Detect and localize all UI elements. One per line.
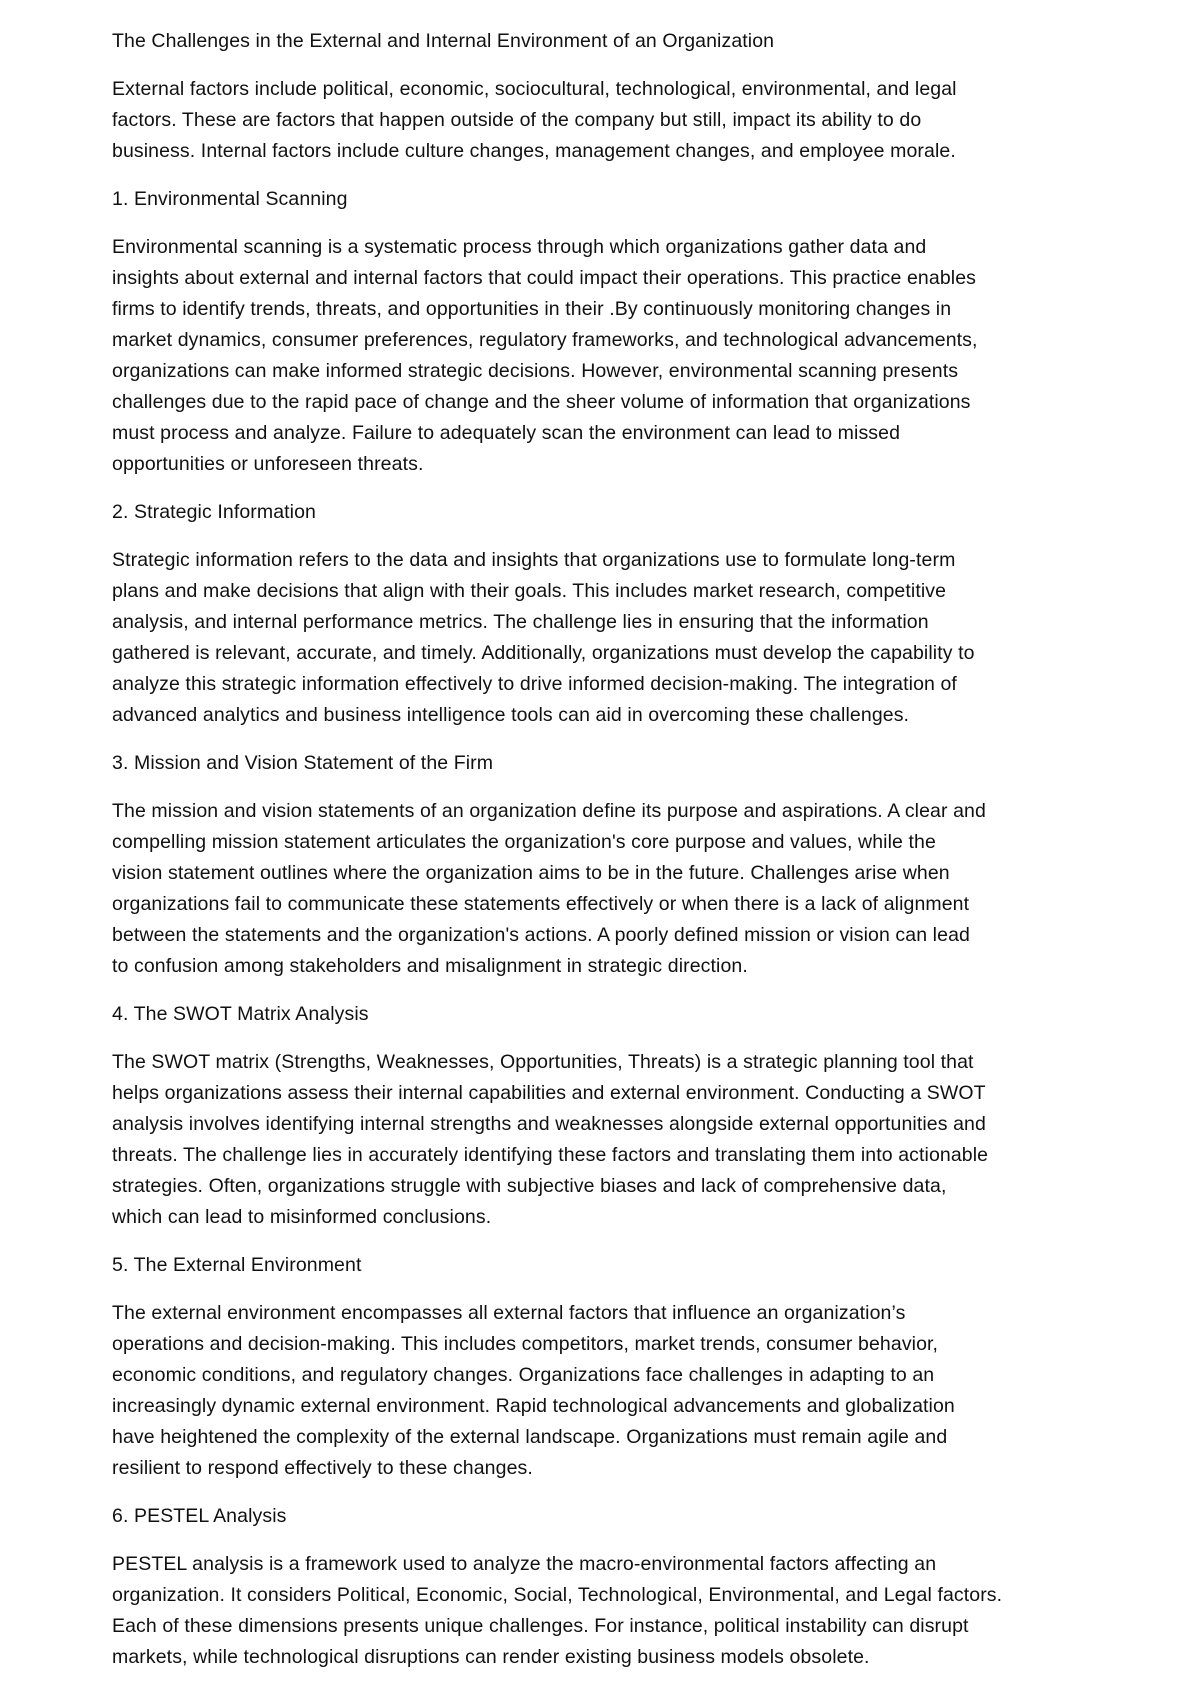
section-heading-environmental-scanning: 1. Environmental Scanning bbox=[112, 188, 348, 210]
section-heading-swot: 4. The SWOT Matrix Analysis bbox=[112, 1003, 369, 1025]
section-paragraph-swot bbox=[112, 1047, 1108, 1233]
document-title: The Challenges in the External and Internal Environment of an Organization bbox=[112, 30, 775, 52]
paragraph-line: Environmental scanning is a systematic process through which organizations gather data and bbox=[112, 236, 927, 258]
paragraph-line: plans and make decisions that align with their goals. This includes market research, competitive bbox=[112, 580, 947, 602]
section-heading-mission-vision: 3. Mission and Vision Statement of the Firm bbox=[112, 752, 494, 774]
paragraph-line: The SWOT matrix (Strengths, Weaknesses, Opportunities, Threats) is a strategic planning tool that bbox=[112, 1051, 974, 1073]
paragraph-line: analysis involves identifying internal strengths and weaknesses alongside external opportunities and bbox=[112, 1113, 986, 1135]
paragraph-line: strategies. Often, organizations struggle with subjective biases and lack of comprehensive data, bbox=[112, 1175, 947, 1197]
section-paragraph-strategic-information bbox=[112, 545, 1108, 731]
paragraph-line: to confusion among stakeholders and misalignment in strategic direction. bbox=[112, 955, 748, 977]
paragraph-line: vision statement outlines where the organization aims to be in the future. Challenges arise when bbox=[112, 862, 950, 884]
paragraph-line: markets, while technological disruptions can render existing business models obsolete. bbox=[112, 1646, 870, 1668]
paragraph-line: operations and decision-making. This includes competitors, market trends, consumer behavior, bbox=[112, 1333, 939, 1355]
paragraph-line: resilient to respond effectively to these changes. bbox=[112, 1457, 533, 1479]
section-heading-external-environment: 5. The External Environment bbox=[112, 1254, 362, 1276]
section-paragraph-environmental-scanning bbox=[112, 232, 1108, 480]
paragraph-line: organizations fail to communicate these statements effectively or when there is a lack of alignment bbox=[112, 893, 970, 915]
intro-paragraph bbox=[112, 74, 1108, 167]
section-paragraph-mission-vision bbox=[112, 796, 1108, 982]
document-page bbox=[112, 26, 1108, 1690]
paragraph-line: advanced analytics and business intelligence tools can aid in overcoming these challenges. bbox=[112, 704, 910, 726]
paragraph-line: analyze this strategic information effectively to drive informed decision-making. The integration of bbox=[112, 673, 957, 695]
paragraph-line: threats. The challenge lies in accurately identifying these factors and translating them into actionable bbox=[112, 1144, 989, 1166]
paragraph-line: firms to identify trends, threats, and opportunities in their .By continuously monitoring changes in bbox=[112, 298, 952, 320]
section-heading-pestel: 6. PESTEL Analysis bbox=[112, 1505, 287, 1527]
paragraph-line: business. Internal factors include culture changes, management changes, and employee morale. bbox=[112, 140, 956, 162]
paragraph-line: analysis, and internal performance metrics. The challenge lies in ensuring that the information bbox=[112, 611, 929, 633]
paragraph-line: have heightened the complexity of the external landscape. Organizations must remain agile and bbox=[112, 1426, 948, 1448]
paragraph-line: factors. These are factors that happen outside of the company but still, impact its ability to do bbox=[112, 109, 922, 131]
paragraph-line: Strategic information refers to the data and insights that organizations use to formulate long-term bbox=[112, 549, 956, 571]
paragraph-line: between the statements and the organization's actions. A poorly defined mission or vision can lead bbox=[112, 924, 970, 946]
section-paragraph-external-environment bbox=[112, 1298, 1108, 1484]
paragraph-line: insights about external and internal factors that could impact their operations. This practice enables bbox=[112, 267, 976, 289]
paragraph-line: PESTEL analysis is a framework used to analyze the macro-environmental factors affecting an bbox=[112, 1553, 937, 1575]
paragraph-line: economic conditions, and regulatory changes. Organizations face challenges in adapting to an bbox=[112, 1364, 935, 1386]
paragraph-line: External factors include political, economic, sociocultural, technological, environmental, and legal bbox=[112, 78, 957, 100]
section-paragraph-pestel bbox=[112, 1549, 1108, 1673]
paragraph-line: helps organizations assess their internal capabilities and external environment. Conducting a SWOT bbox=[112, 1082, 986, 1104]
section-heading-strategic-information: 2. Strategic Information bbox=[112, 501, 316, 523]
paragraph-line: organization. It considers Political, Economic, Social, Technological, Environmental, and Legal factors. bbox=[112, 1584, 1003, 1606]
paragraph-line: opportunities or unforeseen threats. bbox=[112, 453, 424, 475]
paragraph-line: The mission and vision statements of an organization define its purpose and aspirations. A clear and bbox=[112, 800, 986, 822]
paragraph-line: organizations can make informed strategic decisions. However, environmental scanning presents bbox=[112, 360, 959, 382]
paragraph-line: The external environment encompasses all external factors that influence an organization’s bbox=[112, 1302, 906, 1324]
paragraph-line: challenges due to the rapid pace of change and the sheer volume of information that organizations bbox=[112, 391, 971, 413]
paragraph-line: increasingly dynamic external environment. Rapid technological advancements and globalization bbox=[112, 1395, 955, 1417]
paragraph-line: market dynamics, consumer preferences, regulatory frameworks, and technological advancements, bbox=[112, 329, 978, 351]
paragraph-line: Each of these dimensions presents unique challenges. For instance, political instability can disrupt bbox=[112, 1615, 969, 1637]
paragraph-line: must process and analyze. Failure to adequately scan the environment can lead to missed bbox=[112, 422, 901, 444]
paragraph-line: gathered is relevant, accurate, and timely. Additionally, organizations must develop the capability to bbox=[112, 642, 975, 664]
paragraph-line: compelling mission statement articulates the organization's core purpose and values, while the bbox=[112, 831, 936, 853]
paragraph-line: which can lead to misinformed conclusions. bbox=[112, 1206, 492, 1228]
